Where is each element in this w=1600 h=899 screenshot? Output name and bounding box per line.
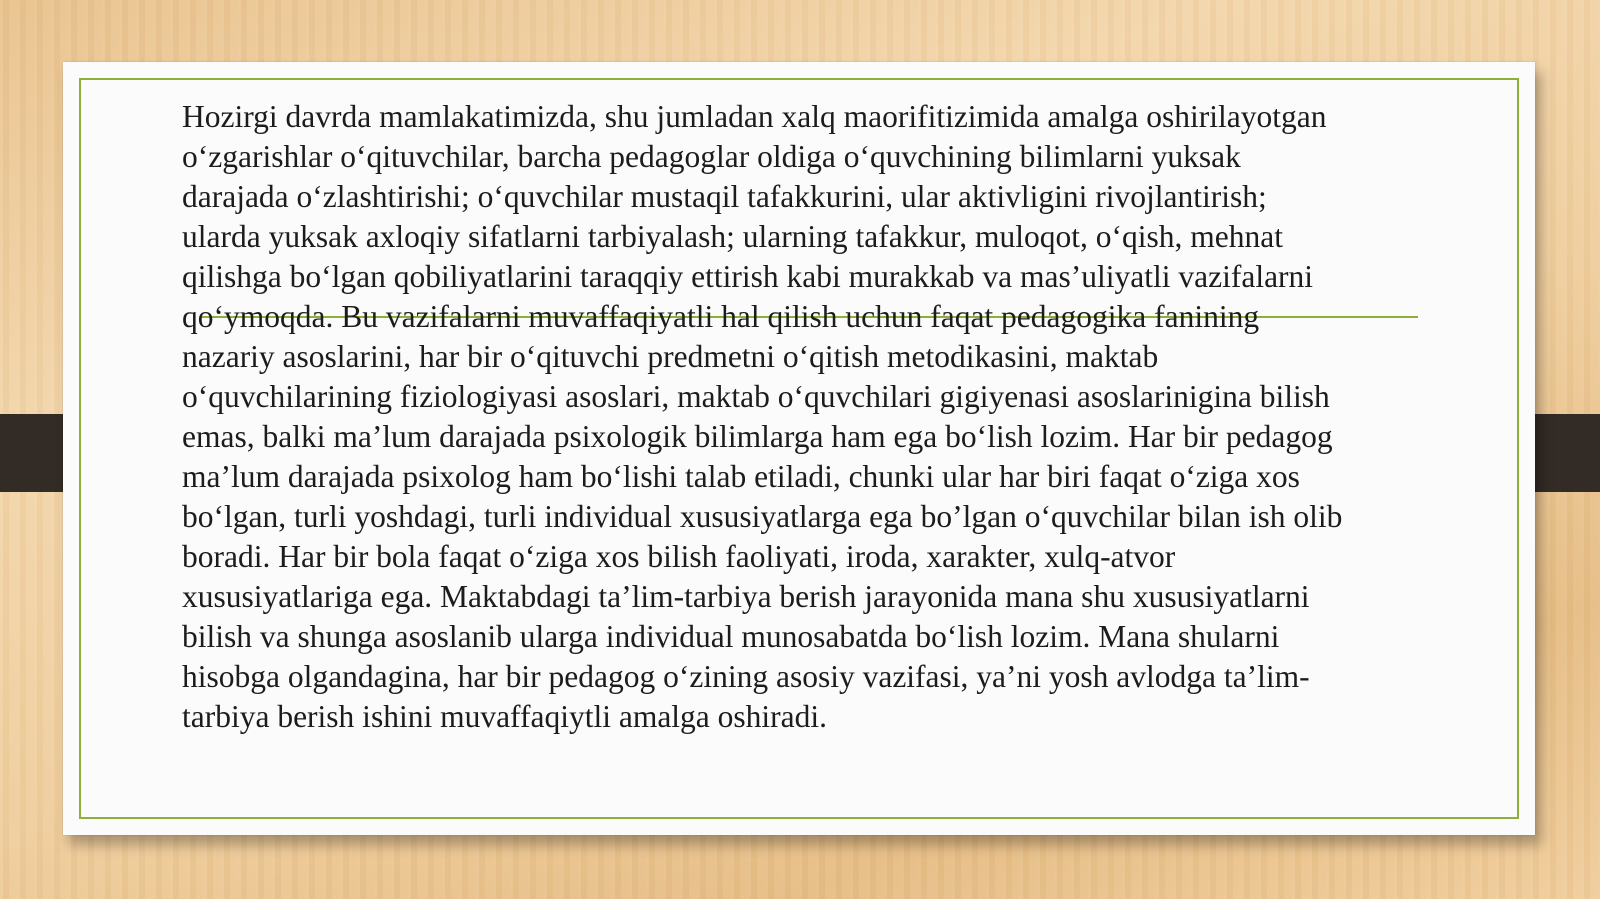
slide-body-text: Hozirgi davrda mamlakatimizda, shu jumladan xalq maorifitizimida amalga oshirilayotgan o‘zgarishlar o‘qituvchilar, barcha pedagoglar oldiga o‘quvchining bilimlarni yuksak darajada o‘zlashtirishi; o‘quvchilar mustaqil tafakkurini, ular aktivligini rivojlantirish; ularda yuksak axloqiy sifatlarni tarbiyalash; ularning tafakkur, muloqot, o‘qish, mehnat qilishga bo‘lgan qobiliyatlarini taraqqiy ettirish kabi murakkab va mas’uliyatli vazifalarni qo‘ymoqda. Bu vazifalarni muvaffaqiyatli hal qilish uchun faqat pedagogika fanining nazariy asoslarini, har bir o‘qituvchi predmetni o‘qitish metodikasini, maktab o‘quvchilarining fiziologiyasi asoslari, maktab o‘quvchilari gigiyenasi asoslarinigina bilish emas, balki ma’lum darajada psixologik bilimlarga ham ega bo‘lish lozim. Har bir pedagog ma’lum darajada psixolog ham bo‘lishi talab etiladi, chunki ular har biri faqat o‘ziga xos bo‘lgan, turli yoshdagi, turli individual xususiyatlarga ega bo’lgan o‘quvchilar bilan ish olib boradi. Har bir bola faqat o‘ziga xos bilish faoliyati, iroda, xarakter, xulq-atvor xususiyatlariga ega. Maktabdagi ta’lim-tarbiya berish jarayonida mana shu xususiyatlarni bilish va shunga asoslanib ularga individual munosabatda bo‘lish lozim. Mana shularni hisobga olgandagina, har bir pedagog o‘zining asosiy vazifasi, ya’ni yosh avlodga ta’lim- tarbiya berish ishini muvaffaqiytli amalga oshiradi. [182,99,1343,734]
